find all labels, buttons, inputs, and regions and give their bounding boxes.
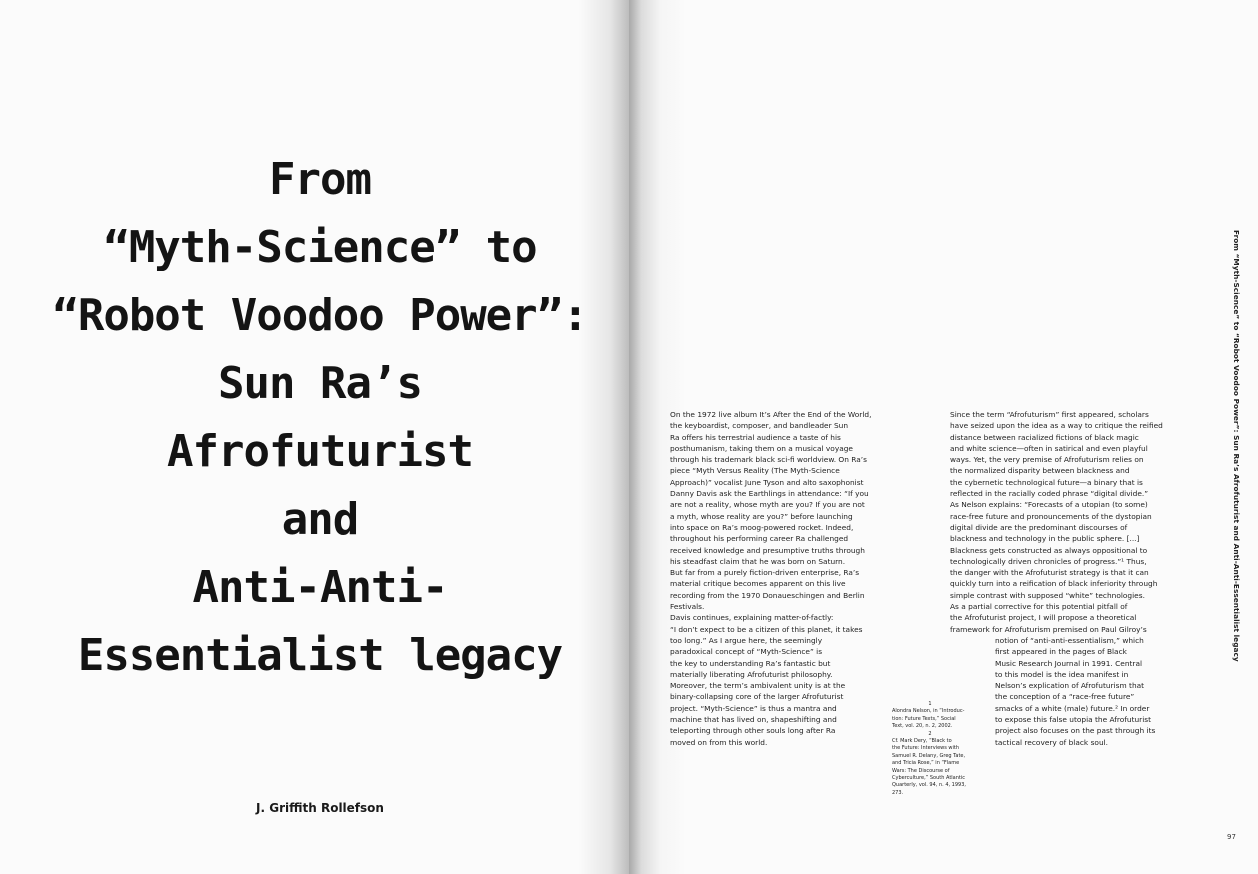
body-text-line: framework for Afrofuturism premised on Paul Gilroy’s: [950, 624, 1147, 634]
body-text-line: the Afrofuturist project, I will propose a theoretical: [950, 613, 1137, 623]
body-text-line: throughout his performing career Ra challenged: [670, 534, 849, 544]
body-text-line: Davis continues, explaining matter-of-factly:: [670, 613, 834, 623]
body-text-line: tactical recovery of black soul.: [995, 737, 1109, 747]
body-text-line: As a partial corrective for this potential pitfall of: [950, 602, 1128, 612]
body-text-line: blackness and technology in the public sphere. [...]: [950, 534, 1140, 544]
body-text-line: digital divide are the predominant discourses of: [950, 522, 1128, 532]
body-text-line: Since the term “Afrofuturism” first appeared, scholars: [950, 410, 1149, 419]
body-text-line: recording from the 1970 Donaueschingen and Berlin: [670, 590, 865, 600]
page-number: 97: [1227, 833, 1236, 841]
footnote-text-line: and Tricia Rose,” in “Flame: [892, 760, 960, 767]
body-text-line: the conception of a “race-free future”: [995, 692, 1135, 702]
footnote-text-line: the Future: Interviews with: [892, 745, 960, 752]
body-text-line: Approach)” vocalist June Tyson and alto saxophonist: [670, 477, 864, 487]
body-text-line: the key to understanding Ra’s fantastic but: [670, 658, 831, 668]
body-text-line: to this model is the idea manifest in: [995, 669, 1129, 679]
footnote-text-line: Quarterly, vol. 94, n. 4, 1993,: [892, 782, 966, 789]
body-text-line: materially liberating Afrofuturist philosophy.: [670, 669, 833, 679]
footnote-text-line: Alondra Nelson, in “Introduc-: [892, 708, 965, 715]
footnote-text-line: Wars: The Discourse of: [892, 767, 950, 774]
body-text-line: a myth, whose reality are you?” before launching: [670, 511, 853, 521]
body-text-line: received knowledge and presumptive truths through: [670, 545, 865, 555]
body-text-line: the danger with the Afrofuturist strategy is that it can: [950, 568, 1149, 578]
title-line: From: [269, 154, 371, 205]
body-text-line: Nelson’s explication of Afrofuturism that: [995, 681, 1145, 691]
body-text-line: distance between racialized fictions of black magic: [950, 432, 1139, 442]
body-text-line: through his trademark black sci-fi worldview. On Ra’s: [670, 455, 867, 465]
body-column-left: [670, 409, 912, 748]
body-text-line: On the 1972 live album It’s After the End of the World,: [670, 410, 872, 419]
body-text-line: “I don’t expect to be a citizen of this planet, it takes: [670, 624, 863, 634]
body-text-line: But far from a purely fiction-driven enterprise, Ra’s: [670, 568, 860, 578]
body-text-line: Blackness gets constructed as always oppositional to: [950, 545, 1148, 555]
body-text-line: technologically driven chronicles of progress.”¹ Thus,: [950, 556, 1147, 566]
body-text-line: material critique becomes apparent on this live: [670, 579, 846, 589]
body-text-line: his steadfast claim that he was born on Saturn.: [670, 556, 846, 566]
body-text-line: to expose this false utopia the Afrofuturist: [995, 715, 1151, 725]
footnote-number: 2: [928, 730, 932, 737]
title-line: Afrofuturist: [167, 426, 473, 477]
footnote-number: 1: [928, 701, 932, 707]
footnote-text-line: Text, vol. 20, n. 2, 2002.: [892, 723, 953, 730]
author-name: J. Griffith Rollefson: [256, 801, 384, 815]
body-text-line: quickly turn into a reification of black inferiority through: [950, 579, 1158, 589]
body-text-line: the keyboardist, composer, and bandleader Sun: [670, 421, 849, 431]
body-text-line: ways. Yet, the very premise of Afrofuturism relies on: [950, 455, 1144, 465]
title-line: “Robot Voodoo Power”:: [52, 290, 588, 341]
body-text-line: paradoxical concept of “Myth-Science” is: [670, 647, 823, 657]
body-text-line: race-free future and pronouncements of the dystopian: [950, 511, 1152, 521]
body-text-line: simple contrast with supposed “white” technologies.: [950, 590, 1145, 600]
title-line: “Myth-Science” to: [103, 222, 537, 273]
footnote-text-line: 273.: [892, 789, 904, 796]
footnote-text-line: Samuel R. Delany, Greg Tate,: [892, 752, 966, 759]
footnotes: [892, 701, 968, 797]
footnote-text-line: Cyberculture,” South Atlantic: [892, 775, 966, 782]
title-line: Anti-Anti-: [192, 562, 448, 613]
body-text-line: reflected in the racially coded phrase “digital divide.”: [950, 489, 1149, 499]
body-text-line: teleporting through other souls long after Ra: [670, 726, 836, 736]
body-text-line: Festivals.: [670, 602, 705, 612]
body-text-line: project also focuses on the past through its: [995, 726, 1156, 736]
body-text-line: too long.” As I argue here, the seemingly: [670, 635, 823, 645]
body-text-line: and white science—often in satirical and even playful: [950, 443, 1148, 453]
body-column-right: [950, 409, 1200, 748]
body-text-line: the cybernetic technological future—a binary that is: [950, 477, 1143, 487]
footnote-text-line: Cf. Mark Dery, “Black to: [892, 738, 952, 745]
body-text-line: Music Research Journal in 1991. Central: [995, 658, 1143, 668]
right-page: [629, 0, 1258, 874]
article-title: [40, 146, 600, 690]
title-line: and: [281, 494, 359, 545]
body-text-line: notion of “anti-anti-essentialism,” which: [995, 635, 1144, 645]
body-text-line: moved on from this world.: [670, 737, 768, 747]
title-line: Sun Ra’s: [218, 358, 422, 409]
body-text-line: first appeared in the pages of Black: [995, 647, 1127, 657]
body-text-line: binary-collapsing core of the larger Afrofuturist: [670, 692, 844, 702]
body-text-line: Danny Davis ask the Earthlings in attendance: “If you: [670, 489, 869, 499]
title-line: Essentialist legacy: [77, 630, 563, 681]
running-head: [1230, 230, 1246, 662]
footnote-text-line: tion: Future Texts,” Social: [892, 715, 956, 722]
body-text-line: into space on Ra’s moog-powered rocket. Indeed,: [670, 522, 854, 532]
body-text-line: piece “Myth Versus Reality (The Myth-Science: [670, 466, 840, 476]
body-text-line: smacks of a white (male) future.² In order: [995, 703, 1150, 713]
body-text-line: the normalized disparity between blackness and: [950, 466, 1130, 476]
body-text-line: Ra offers his terrestrial audience a taste of his: [670, 432, 841, 442]
body-text-line: project. “Myth-Science” is thus a mantra and: [670, 703, 837, 713]
body-text-line: have seized upon the idea as a way to critique the reified: [950, 421, 1163, 431]
running-head-text: From “Myth-Science” to “Robot Voodoo Power”: Sun Ra’s Afrofuturist and Anti-Anti-Essentialist legacy: [1232, 230, 1241, 662]
body-text-line: machine that has lived on, shapeshifting and: [670, 715, 837, 725]
body-text-line: posthumanism, taking them on a musical voyage: [670, 443, 853, 453]
body-text-line: are not a reality, whose myth are you? If you are not: [670, 500, 865, 510]
body-text-line: As Nelson explains: “Forecasts of a utopian (to some): [950, 500, 1148, 510]
body-text-line: Moreover, the term’s ambivalent unity is at the: [670, 681, 846, 691]
